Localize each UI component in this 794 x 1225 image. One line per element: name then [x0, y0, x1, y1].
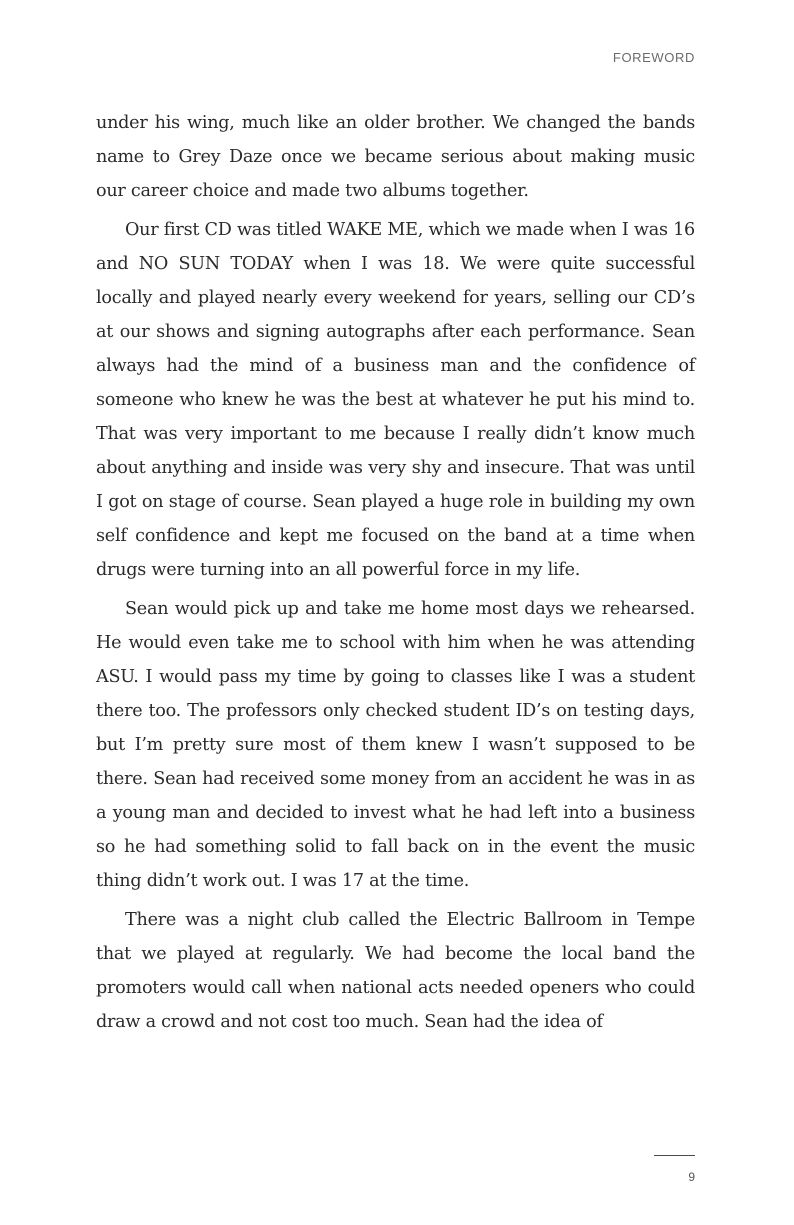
paragraph-1: under his wing, much like an older brother. We changed the bands name to Grey Daze once we became serious about making music our career choice and made two albums together. [96, 113, 695, 201]
paragraph-2: Our first CD was titled WAKE ME, which we made when I was 16 and NO SUN TODAY when I was 18. We were quite successful locally and played nearly every weekend for years, selling our CD’s at our shows and signing autographs after each performance. Sean always had the mind of a business man and the confidence of someone who knew he was the best at whatever he put his mind to. That was very important to me because I really didn’t know much about anything and inside was very shy and insecure. That was until I got on stage of course. Sean played a huge role in building my own self confidence and kept me focused on the band at a time when drugs were turning into an all powerful force in my life. [96, 220, 695, 580]
page-number-rule [654, 1155, 695, 1156]
paragraph-4: There was a night club called the Electric Ballroom in Tempe that we played at regularly. We had become the local band the promoters would call when national acts needed openers who could draw a crowd and not cost too much. Sean had the idea of [96, 910, 695, 1032]
page-number: 9 [688, 1170, 695, 1184]
paragraph-3: Sean would pick up and take me home most days we rehearsed. He would even take me to school with him when he was attending ASU. I would pass my time by going to classes like I was a student there too. The professors only checked student ID’s on testing days, but I’m pretty sure most of them knew I wasn’t supposed to be there. Sean had received some money from an accident he was in as a young man and decided to invest what he had left into a business so he had something solid to fall back on in the event the music thing didn’t work out. I was 17 at the time. [96, 599, 695, 891]
body-text [96, 106, 695, 1044]
running-head: FOREWORD [612, 50, 695, 65]
